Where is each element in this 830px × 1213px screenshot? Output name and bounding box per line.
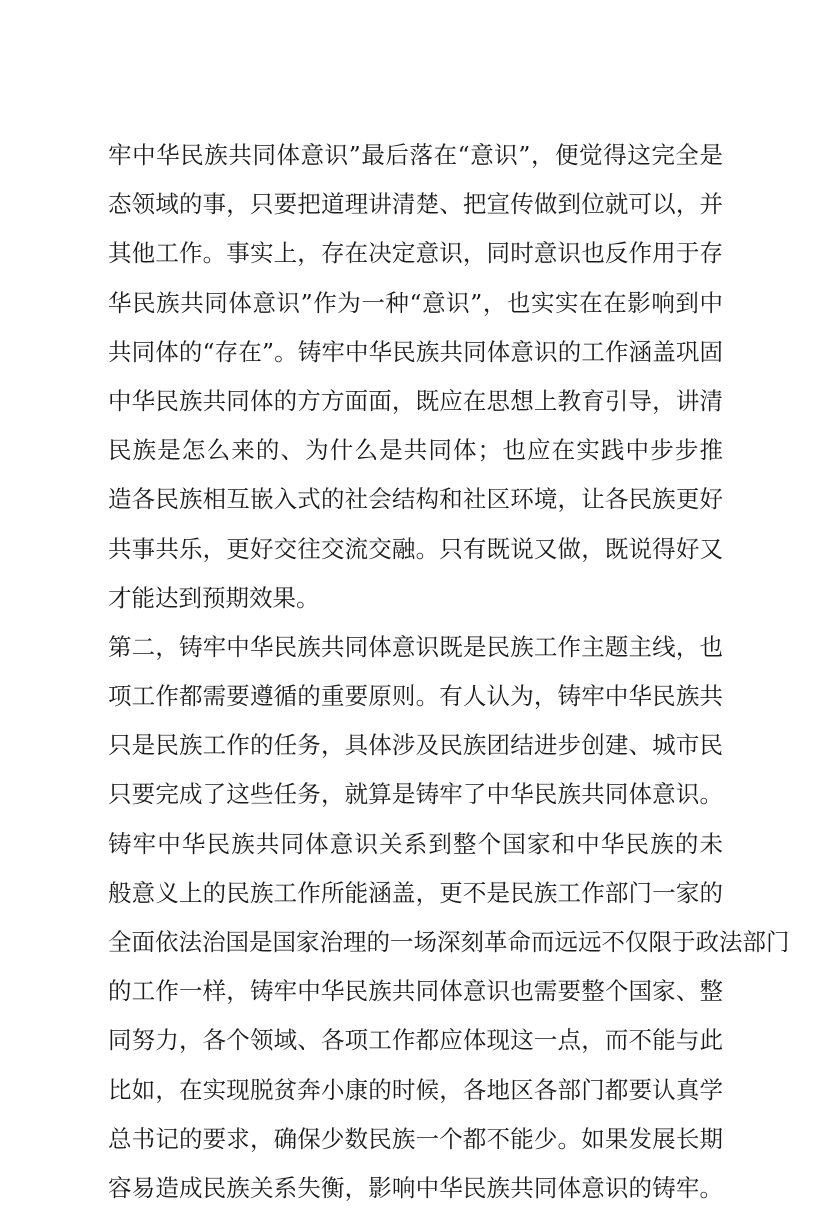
text-line: 容易造成民族关系失衡，影响中华民族共同体意识的铸牢。 [108, 1173, 723, 1202]
text-line: 铸牢中华民族共同体意识关系到整个国家和中华民族的未 [108, 829, 723, 858]
text-line: 只是民族工作的任务，具体涉及民族团结进步创建、城市民 [108, 731, 723, 760]
text-line: 其他工作。事实上，存在决定意识，同时意识也反作用于存 [108, 239, 723, 268]
text-line: 比如，在实现脱贫奔小康的时候，各地区各部门都要认真学 [108, 1075, 723, 1104]
text-line: 项工作都需要遵循的重要原则。有人认为，铸牢中华民族共 [108, 682, 723, 711]
text-line: 华民族共同体意识”作为一种“意识”，也实实在在影响到中 [108, 288, 723, 317]
text-line: 共事共乐，更好交往交流交融。只有既说又做，既说得好又 [108, 534, 723, 563]
text-line: 总书记的要求，确保少数民族一个都不能少。如果发展长期 [108, 1124, 723, 1153]
text-line: 第二，铸牢中华民族共同体意识既是民族工作主题主线，也 [108, 632, 723, 661]
document-body [108, 131, 790, 1213]
text-line: 般意义上的民族工作所能涵盖，更不是民族工作部门一家的 [108, 878, 723, 907]
text-line: 才能达到预期效果。 [108, 583, 320, 612]
text-line: 同努力，各个领域、各项工作都应体现这一点，而不能与此 [108, 1026, 723, 1055]
text-line: 只要完成了这些任务，就算是铸牢了中华民族共同体意识。 [108, 780, 723, 809]
text-line: 牢中华民族共同体意识”最后落在“意识”，便觉得这完全是 [108, 141, 723, 169]
text-line: 造各民族相互嵌入式的社会结构和社区环境，让各民族更好 [108, 485, 723, 514]
text-line: 民族是怎么来的、为什么是共同体；也应在实践中步步推 [108, 436, 723, 465]
text-line: 全面依法治国是国家治理的一场深刻革命而远远不仅限于政法部门 [108, 928, 790, 956]
text-line: 共同体的“存在”。铸牢中华民族共同体意识的工作涵盖巩固 [108, 337, 723, 366]
text-line: 中华民族共同体的方方面面，既应在思想上教育引导，讲清 [108, 386, 723, 415]
text-line: 的工作一样，铸牢中华民族共同体意识也需要整个国家、整 [108, 977, 723, 1006]
text-line: 态领域的事，只要把道理讲清楚、把宣传做到位就可以，并 [108, 190, 723, 219]
